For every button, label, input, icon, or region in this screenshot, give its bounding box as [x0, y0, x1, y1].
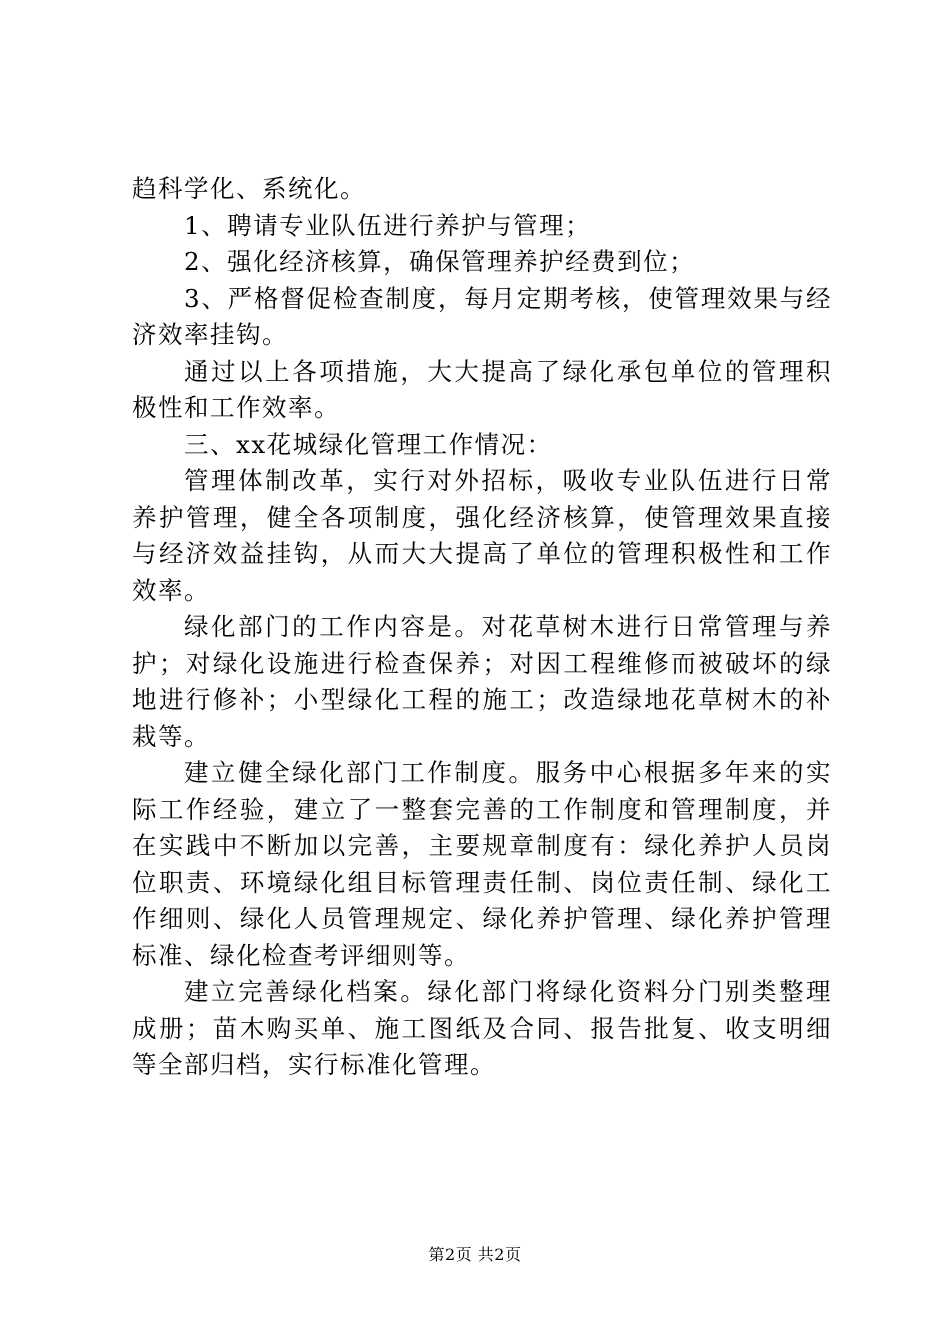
paragraph-4: 通过以上各项措施，大大提高了绿化承包单位的管理积极性和工作效率。 — [132, 356, 832, 422]
page-footer: 第2页 共2页 — [428, 1245, 522, 1264]
paragraph-0: 趋科学化、系统化。 — [132, 174, 366, 203]
paragraph-9: 建立完善绿化档案。绿化部门将绿化资料分门别类整理成册；苗木购买单、施工图纸及合同、报告批复、收支明细等全部归档，实行标准化管理。 — [132, 977, 832, 1079]
paragraph-7: 绿化部门的工作内容是。对花草树木进行日常管理与养护；对绿化设施进行检查保养；对因工程维修而被破坏的绿地进行修补；小型绿化工程的施工；改造绿地花草树木的补栽等。 — [132, 612, 832, 751]
section-heading: 三、xx花城绿化管理工作情况： — [184, 429, 553, 459]
document-body — [132, 171, 832, 1084]
paragraph-1: 1、聘请专业队伍进行养护与管理； — [184, 210, 592, 240]
paragraph-8: 建立健全绿化部门工作制度。服务中心根据多年来的实际工作经验，建立了一整套完善的工作制度和管理制度，并在实践中不断加以完善，主要规章制度有：绿化养护人员岗位职责、环境绿化组目标管理责任制、岗位责任制、绿化工作细则、绿化人员管理规定、绿化养护管理、绿化养护管理标准、绿化检查考评细则等。 — [132, 758, 832, 970]
paragraph-2: 2、强化经济核算，确保管理养护经费到位； — [184, 247, 696, 276]
paragraph-3: 3、严格督促检查制度，每月定期考核，使管理效果与经济效率挂钩。 — [132, 283, 832, 349]
paragraph-6: 管理体制改革，实行对外招标，吸收专业队伍进行日常养护管理，健全各项制度，强化经济核算，使管理效果直接与经济效益挂钩，从而大大提高了单位的管理积极性和工作效率。 — [132, 466, 832, 605]
